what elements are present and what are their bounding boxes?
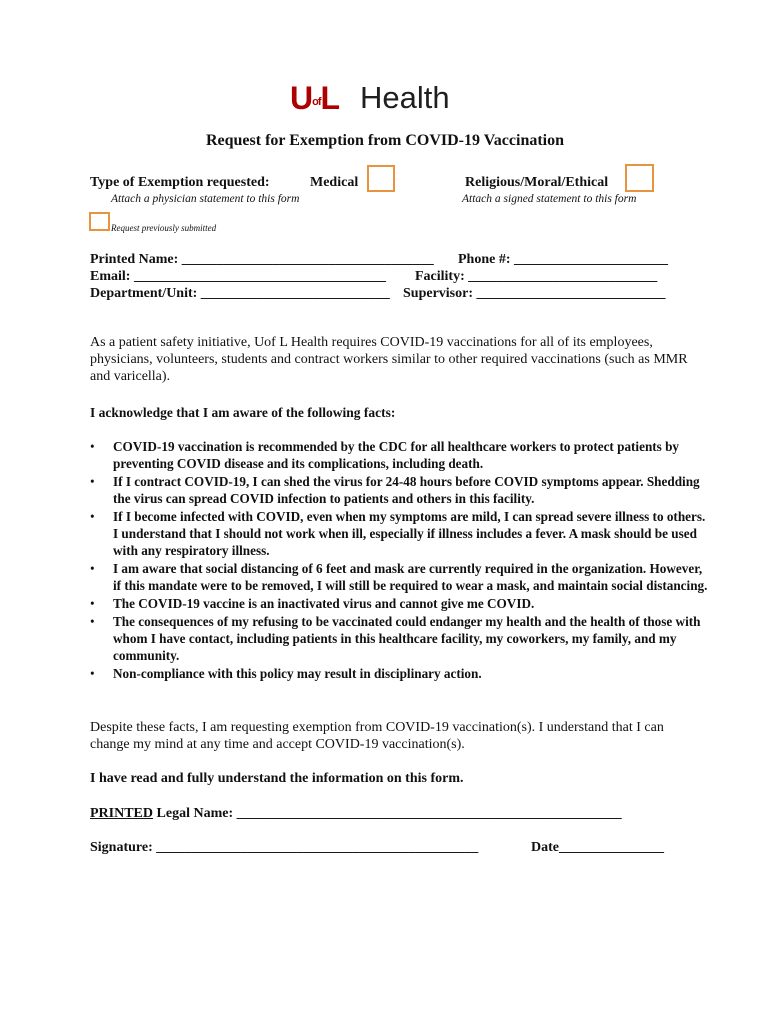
religious-note: Attach a signed statement to this form	[462, 193, 637, 205]
bullet-icon: •	[90, 666, 95, 681]
bullet-icon: •	[90, 509, 95, 524]
supervisor-field[interactable]: Supervisor: ___________________________	[403, 286, 666, 301]
facts-list	[90, 438, 713, 683]
medical-checkbox[interactable]	[367, 165, 395, 192]
form-title: Request for Exemption from COVID-19 Vaccination	[205, 132, 565, 149]
date-field[interactable]: Date_______________	[531, 840, 664, 855]
list-item: • Non-compliance with this policy may result in disciplinary action.	[90, 666, 482, 681]
list-item: • The consequences of my refusing to be vaccinated could endanger my health and the health of those with whom I have contact, including patients in this healthcare facility, my coworkers, my family, and my community.	[90, 614, 701, 663]
medical-label: Medical	[310, 175, 359, 190]
printed-emphasis: PRINTED	[90, 806, 154, 821]
medical-note: Attach a physician statement to this form	[111, 193, 300, 205]
bullet-icon: •	[90, 439, 95, 454]
exemption-type-label: Type of Exemption requested:	[90, 175, 270, 190]
religious-checkbox[interactable]	[625, 164, 654, 192]
logo-health-text: Health	[360, 80, 450, 115]
despite-paragraph: Despite these facts, I am requesting exemption from COVID-19 vaccination(s). I understand that I can change my mind at any time and accept COVID-19 vaccination(s).	[90, 720, 664, 752]
bullet-icon: •	[90, 614, 95, 629]
religious-label: Religious/Moral/Ethical	[465, 175, 609, 190]
previously-submitted-checkbox[interactable]	[89, 212, 110, 231]
facility-field[interactable]: Facility: ___________________________	[415, 269, 658, 284]
printed-name-field[interactable]: Printed Name: ____________________________________	[90, 252, 434, 267]
legal-name-field[interactable]: PRINTED Legal Name: _______________________________________________________	[90, 806, 622, 821]
email-field[interactable]: Email: ____________________________________	[90, 269, 386, 284]
phone-field[interactable]: Phone #: ______________________	[458, 252, 668, 267]
logo-ul-mark: $U^{of}L$	[290, 80, 340, 116]
bullet-icon: •	[90, 474, 95, 489]
intro-paragraph: As a patient safety initiative, Uof L Health requires COVID-19 vaccinations for all of its employees, physicians, volunteers, students and contract workers similar to other required vaccinations (such as MMR and varicella).	[90, 335, 688, 384]
signature-field[interactable]: Signature: ______________________________________________	[90, 840, 479, 855]
read-statement: I have read and fully understand the information on this form.	[90, 771, 464, 786]
bullet-icon: •	[90, 561, 95, 576]
acknowledge-heading: I acknowledge that I am aware of the following facts:	[90, 405, 396, 420]
previously-submitted-label: Request previously submitted	[111, 223, 217, 233]
bullet-icon: •	[90, 596, 95, 611]
uofl-health-logo	[290, 80, 470, 116]
list-item: • I am aware that social distancing of 6 feet and mask are currently required in the organization. However, if this mandate were to be removed, I will still be required to wear a mask, and maintain social distancing.	[90, 561, 708, 593]
list-item: • If I become infected with COVID, even when my symptoms are mild, I can spread severe illness to others. I understand that I should not work when ill, especially if illness includes a fever. A mask should be used with any respiratory illness.	[90, 509, 706, 558]
department-field[interactable]: Department/Unit: ___________________________	[90, 286, 390, 301]
list-item: • If I contract COVID-19, I can shed the virus for 24-48 hours before COVID symptoms appear. Shedding the virus can spread COVID infection to patients and others in this facility.	[90, 474, 700, 506]
list-item: • The COVID-19 vaccine is an inactivated virus and cannot give me COVID.	[90, 596, 535, 611]
list-item: • COVID-19 vaccination is recommended by the CDC for all healthcare workers to protect patients by preventing COVID disease and its complications, including death.	[90, 439, 680, 471]
